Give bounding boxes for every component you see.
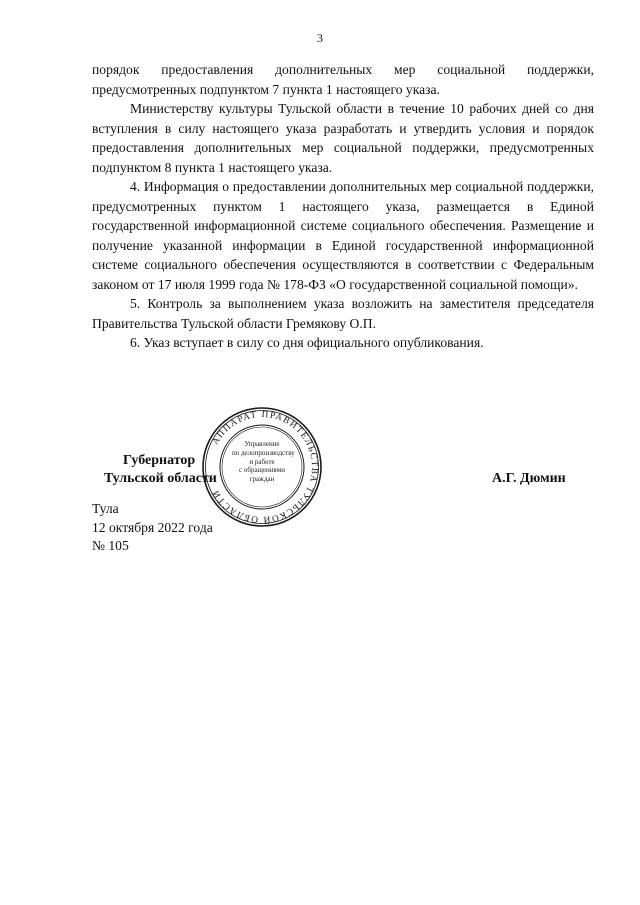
page-number: 3 <box>317 31 323 45</box>
place-of-signing: Тула <box>92 501 119 516</box>
paragraph-4-information: 4. Информация о предоставлении дополнительных мер социальной поддержки, предусмотренных пунктом 1 настоящего указа, размещается в Единой государственной информационной системе социального обеспечения. Размещение и получение указанной информации в Единой государственной информационной системе социального обеспечения осуществляются в соответствии с Федеральным законом от 17 июля 1999 года № 178-ФЗ «О государственной социальной помощи». <box>92 179 594 292</box>
seal-ring-text: АППАРАТ ПРАВИТЕЛЬСТВА ТУЛЬСКОЙ ОБЛАСТИ <box>209 408 321 526</box>
signer-title-line-2: Тульской области <box>104 471 217 486</box>
seal-inner-line: и работе <box>249 457 275 466</box>
paragraph-continuation: порядок предоставления дополнительных мер социальной поддержки, предусмотренных подпунктом 7 пункта 1 настоящего указа. <box>92 62 594 97</box>
paragraph-5-control: 5. Контроль за выполнением указа возложить на заместителя председателя Правительства Тульской области Гремякову О.П. <box>92 296 594 331</box>
paragraph-ministry-culture: Министерству культуры Тульской области в течение 10 рабочих дней со дня вступления в силу настоящего указа разработать и утвердить условия и порядок предоставления дополнительных мер социальной поддержки, предусмотренных подпунктом 8 пункта 1 настоящего указа. <box>92 101 594 175</box>
seal-inner-line: граждан <box>249 475 275 484</box>
seal-inner-text <box>232 440 295 484</box>
seal-inner-line: по делопроизводству <box>232 448 295 457</box>
signer-name: А.Г. Дюмин <box>492 471 566 486</box>
signer-title-line-1: Губернатор <box>123 453 196 468</box>
decree-number: № 105 <box>92 538 129 553</box>
date-of-signing: 12 октября 2022 года <box>92 519 213 535</box>
paragraph-6-effective: 6. Указ вступает в силу со дня официального опубликования. <box>130 335 484 350</box>
place-date-number <box>92 500 213 556</box>
decree-body <box>92 60 594 353</box>
seal-inner-line: с обращениями <box>239 466 285 475</box>
seal-inner-line: Управление <box>244 440 280 448</box>
